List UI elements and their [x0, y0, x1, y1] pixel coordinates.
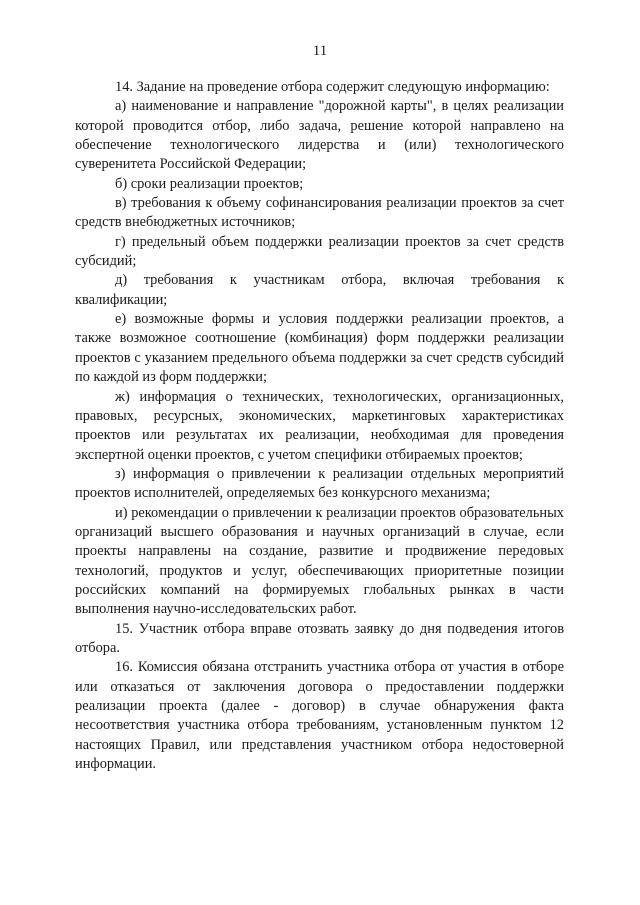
- paragraph-14-z: з) информация о привлечении к реализации отдельных мероприятий проектов исполнителей, определяемых без конкурсного механизма;: [75, 465, 564, 502]
- paragraph-14-zh: ж) информация о технических, технологических, организационных, правовых, ресурсных, экономических, маркетинговых характеристиках проектов или результатах их реализации, необходимая для проведения экспертной оценки проектов, с учетом специфики отбираемых проектов;: [75, 388, 564, 463]
- paragraph-16: 16. Комиссия обязана отстранить участника отбора от участия в отборе или отказаться от заключения договора о предоставлении поддержки реализации проекта (далее - договор) в случае обнаружения факта несоответствия участника отбора требованиям, установленным пунктом 12 настоящих Правил, или представления участником отбора недостоверной информации.: [75, 659, 564, 773]
- paragraph-14-v: в) требования к объему софинансирования реализации проектов за счет средств внебюджетных источников;: [75, 195, 564, 231]
- document-body: [75, 78, 564, 774]
- page-number: 11: [312, 43, 328, 59]
- paragraph-14-a: а) наименование и направление "дорожной карты", в целях реализации которой проводится отбор, либо задача, решение которой направлено на обеспечение технологического лидерства и (или) технологического суверенитета Российской Федерации;: [75, 98, 564, 173]
- paragraph-14-intro: 14. Задание на проведение отбора содержит следующую информацию:: [115, 79, 550, 95]
- paragraph-14-d: д) требования к участникам отбора, включая требования к квалификации;: [75, 272, 564, 308]
- paragraph-15: 15. Участник отбора вправе отозвать заявку до дня подведения итогов отбора.: [75, 620, 564, 656]
- paragraph-14-b: б) сроки реализации проектов;: [115, 175, 304, 192]
- paragraph-14-i: и) рекомендации о привлечении к реализации проектов образовательных организаций высшего образования и научных организаций в случае, если проекты направлены на создание, развитие и продвижение передовых технологий, продуктов и услуг, обеспечивающих приоритетные позиции российских компаний на формируемых глобальных рынках в части выполнения научно-исследовательских работ.: [75, 504, 564, 618]
- paragraph-14-g: г) предельный объем поддержки реализации проектов за счет средств субсидий;: [75, 233, 564, 270]
- paragraph-14-e: е) возможные формы и условия поддержки реализации проектов, а также возможное соотношение (комбинация) форм поддержки реализации проектов с указанием предельного объема поддержки за счет средств субсидий по каждой из форм поддержки;: [75, 311, 564, 386]
